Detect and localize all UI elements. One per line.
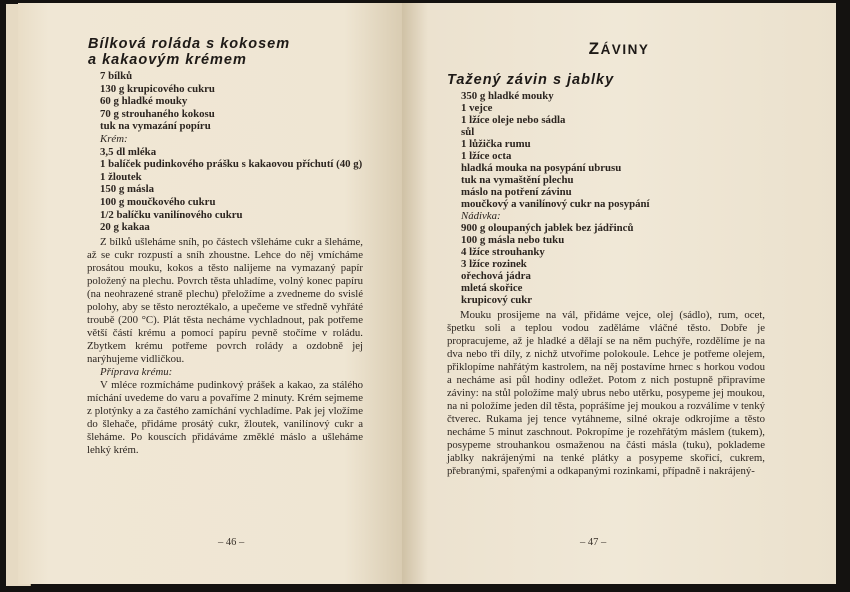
ingredient: ořechová jádra [461,270,531,282]
ingredient: hladká mouka na posypání ubrusu [461,162,622,174]
chapter-rest: ÁVINY [600,42,650,57]
section-label: Krém: [100,132,128,145]
ingredient: 1 žloutek [100,170,142,183]
instructions [447,309,765,478]
section-label: Nádivka: [461,210,501,222]
ingredient: 1/2 balíčku vanilínového cukru [100,208,243,221]
recipe-title [88,37,290,68]
ingredient: krupicový cukr [461,294,533,306]
title-line: a kakaovým krémem [88,51,247,68]
section-label: Příprava krému: [100,366,173,378]
ingredient: 1 lžíce octa [461,150,512,162]
ingredient: máslo na potření závinu [461,186,572,198]
paragraph: V mléce rozmícháme pudinkový prášek a kakao, za stálého míchání uvedeme do varu a povaříme 2 minuty. Krém sejmeme z plotýnky a za častého zamíchání vychladíme. Pak jej vložíme do šlehače, přidáme prosátý cukr, žloutek, vanilínový cukr a šleháme. Po kouscích přidáváme změklé máslo a ušleháme lehký krém. [87,379,363,456]
recipe-title: Tažený závin s jablky [447,72,615,88]
ingredient: 900 g oloupaných jablek bez jádřinců [461,222,634,234]
ingredient: 70 g strouhaného kokosu [100,107,215,120]
ingredient-list [100,70,362,234]
right-page [402,3,836,584]
chapter-initial: Z [588,39,601,58]
chapter-heading [402,39,836,60]
instructions [87,236,363,457]
ingredient: 1 lžíce oleje nebo sádla [461,114,566,126]
ingredient: moučkový a vanilínový cukr na posypání [461,198,650,210]
ingredient: 4 lžíce strouhanky [461,246,545,258]
page-number: – 47 – [580,537,607,548]
ingredient: 1 vejce [461,102,493,114]
paragraph: Mouku prosijeme na vál, přidáme vejce, olej (sádlo), rum, ocet, špetku soli a teplou vodou zaděláme vláčné těsto. Dobře je propracujeme, až je hladké a dělají se na něm puchýře, rozdělíme je na dva nebo tři díly, z nichž utvoříme polokoule. Lehce je potřeme olejem, přiklopíme nahřátým kastrolem, na něj postavíme hrnec s horkou vodou a necháme asi půl hodiny odležet. Potom z nich postupně připravíme záviny: na stůl položíme malý ubrus nebo utěrku, posypeme jej moukou, na ni položíme jeden díl těsta, poprášíme jej moukou a rozválíme v tenký čtverec. Rukama jej tence vytáhneme, silné okraje odkrojíme a těsto necháme 5 minut zaschnout. Pokropíme je rozehřátým máslem (tukem), posypeme strouhankou osmaženou na části másla (tuku), poklademe jablky nakrájenými na tenké plátky a posypeme skořicí, cukrem, přebranými, spařenými a odkapanými rozinkami, případně i nakrájený- [447,309,765,477]
ingredient: tuk na vymaštění plechu [461,174,574,186]
page-number: – 46 – [218,537,245,548]
ingredient: sůl [461,126,475,138]
ingredient: 150 g másla [100,183,154,196]
ingredient: 60 g hladké mouky [100,95,188,108]
title-line: Bílková roláda s kokosem [88,36,291,52]
paragraph: Z bílků ušleháme sníh, po částech všleháme cukr a šleháme, až se cukr rozpustí a sníh zhoustne. Lehce do něj vmícháme prosátou mouku, kokos a těsto nalijeme na vymazaný papír položený na plechu. Povrch těsta uhladíme, volný konec papíru (na neohrazené straně plechu) přeložíme a zvedneme do svislé polohy, aby se těsto neroztékalo, a upečeme ve středně vyhřáté troubě (200 °C). Plát těsta necháme vychladnout, pak potřeme větší částí krému a pomocí papíru pevně stočíme v roládu. Zbytkem krému potřeme povrch rolády a ozdobně jej narýhujeme vidličkou. [87,236,363,365]
ingredient: 3 lžíce rozinek [461,258,527,270]
ingredient: 20 g kakaa [100,221,150,234]
ingredient: 130 g krupicového cukru [100,82,215,95]
ingredient: 7 bílků [100,70,133,82]
ingredient: 1 balíček pudinkového prášku s kakaovou příchutí (40 g) [100,158,363,171]
ingredient: 350 g hladké mouky [461,90,554,102]
ingredient: 100 g másla nebo tuku [461,234,565,246]
ingredient: tuk na vymazání popíru [100,120,211,133]
ingredient: 3,5 dl mléka [100,145,157,158]
ingredient: 100 g moučkového cukru [100,195,216,208]
ingredient: 1 lůžička rumu [461,138,531,150]
ingredient: mletá skořice [461,282,523,294]
left-page [18,3,402,584]
ingredient-list [461,90,650,306]
